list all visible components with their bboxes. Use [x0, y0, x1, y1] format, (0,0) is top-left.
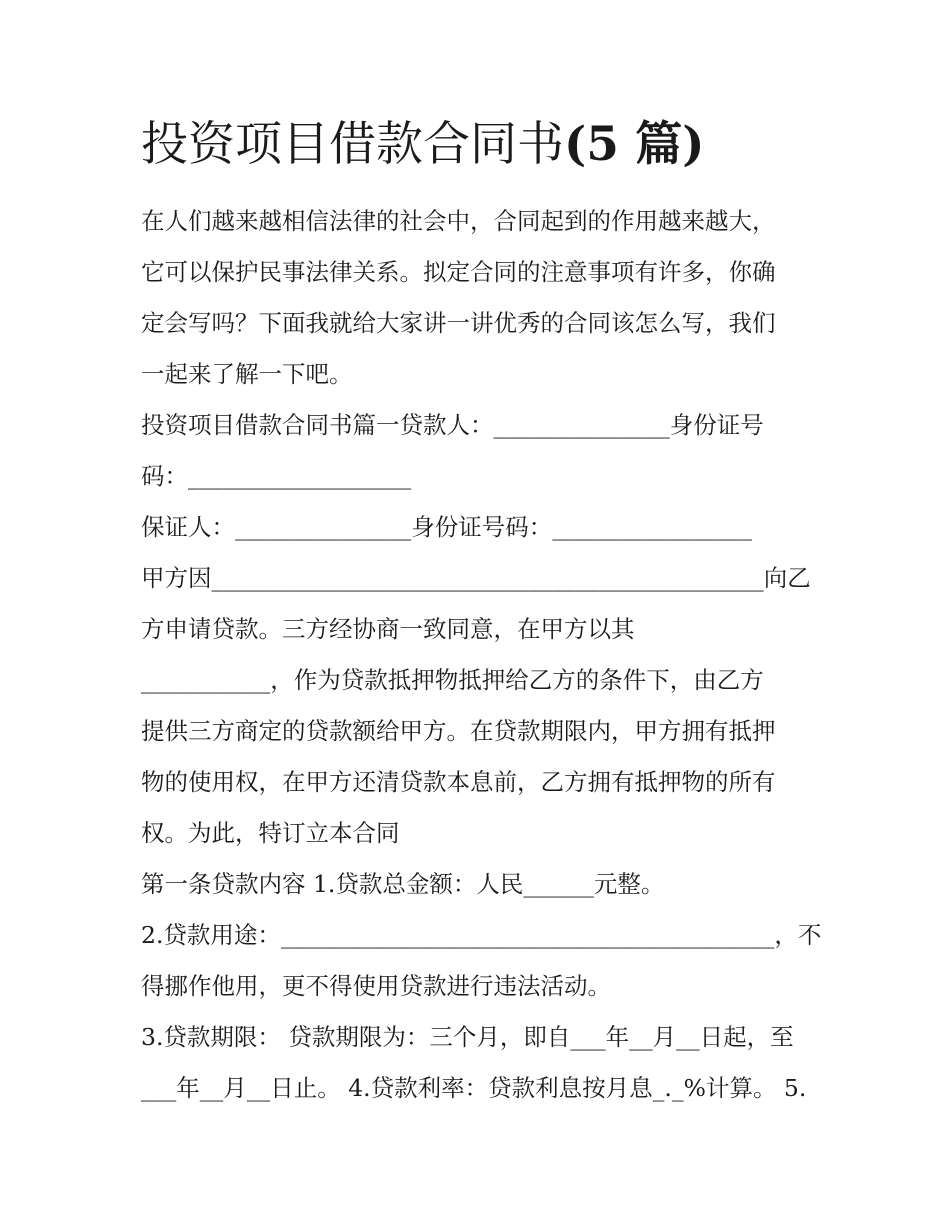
- body-line: 甲方因_______________________________________________向乙: [141, 564, 811, 592]
- body-line: 第一条贷款内容 1.贷款总金额：人民______元整。: [141, 870, 665, 898]
- body-line: 保证人：_______________身份证号码：_________________: [141, 513, 752, 541]
- body-line: 物的使用权，在甲方还清贷款本息前，乙方拥有抵押物的所有: [141, 768, 776, 796]
- body-line: 定会写吗？下面我就给大家讲一讲优秀的合同该怎么写，我们: [141, 309, 776, 337]
- body-line: 投资项目借款合同书篇一贷款人：_______________身份证号: [141, 411, 764, 439]
- document-title: [141, 112, 705, 178]
- body-line: 3.贷款期限： 贷款期限为：三个月，即自___年__月__日起，至: [141, 1023, 794, 1051]
- body-line: ___________，作为贷款抵押物抵押给乙方的条件下，由乙方: [141, 666, 764, 694]
- body-line: 一起来了解一下吧。: [141, 360, 353, 388]
- body-line: 它可以保护民事法律关系。拟定合同的注意事项有许多，你确: [141, 258, 776, 286]
- body-line: 在人们越来越相信法律的社会中，合同起到的作用越来越大，: [141, 207, 776, 235]
- body-line: ___年__月__日止。 4.贷款利率：贷款利息按月息_._%计算。 5.: [141, 1074, 807, 1102]
- title-suffix: (5 篇): [564, 117, 705, 172]
- body-line: 码：___________________: [141, 462, 412, 490]
- title-main: 投资项目借款合同书: [141, 117, 564, 172]
- body-line: 权。为此，特订立本合同: [141, 819, 400, 847]
- body-line: 方申请贷款。三方经协商一致同意，在甲方以其: [141, 615, 635, 643]
- body-line: 得挪作他用，更不得使用贷款进行违法活动。: [141, 972, 611, 1000]
- body-line: 2.贷款用途：__________________________________________，不: [141, 921, 822, 949]
- body-line: 提供三方商定的贷款额给甲方。在贷款期限内，甲方拥有抵押: [141, 717, 776, 745]
